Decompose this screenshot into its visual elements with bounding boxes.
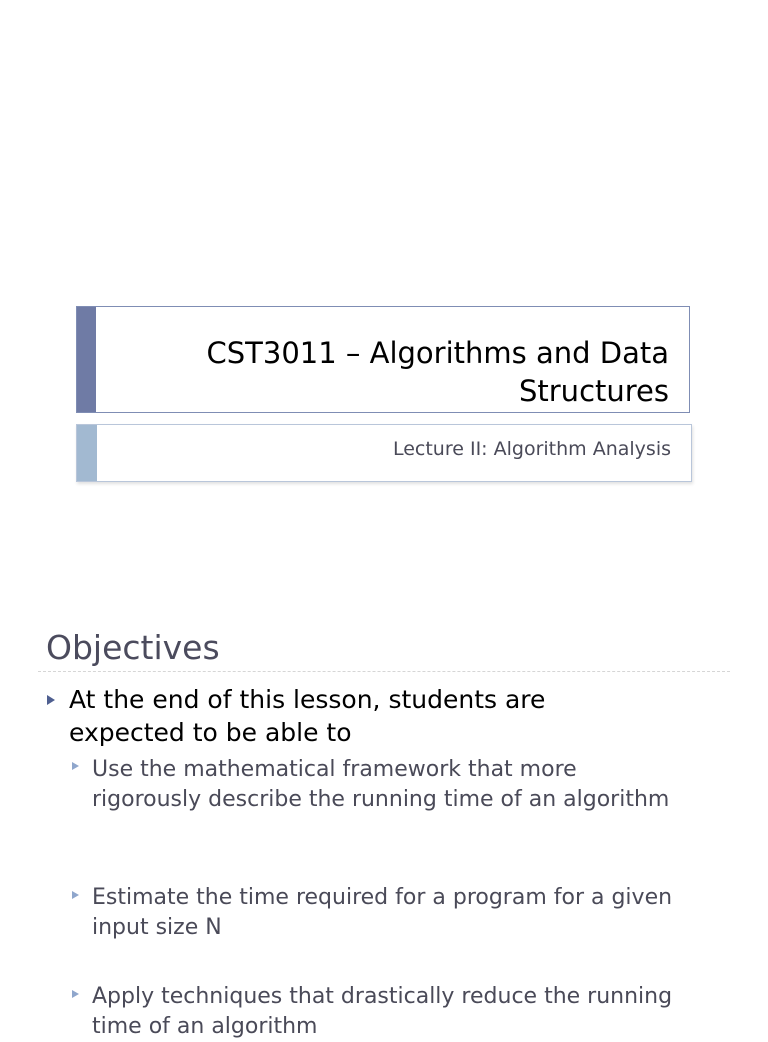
sub-bullet-3: Apply techniques that drastically reduce the running time of an algorithm <box>92 984 673 1039</box>
bullet-arrow-icon <box>47 695 55 705</box>
sub-bullet-arrow-icon <box>72 990 79 998</box>
sub-bullet-arrow-icon <box>72 891 79 899</box>
subtitle-box <box>76 424 692 482</box>
title-box <box>76 306 690 413</box>
sub-bullet-2: Estimate the time required for a program for a given input size N <box>92 885 673 940</box>
title-accent-bar <box>77 307 96 412</box>
slide-subtitle: Lecture II: Algorithm Analysis <box>392 438 671 460</box>
sub-bullet-arrow-icon <box>72 762 79 770</box>
objectives-heading: Objectives <box>46 628 220 667</box>
objectives-slide <box>0 600 768 1039</box>
sub-bullet-1: Use the mathematical framework that more rigorously describe the running time of an algorithm <box>92 757 670 812</box>
main-bullet: At the end of this lesson, students are expected to be able to <box>69 685 546 747</box>
subtitle-accent-bar <box>77 425 97 481</box>
slide-title: CST3011 – Algorithms and Data Structures <box>206 336 669 408</box>
heading-divider <box>38 671 730 672</box>
